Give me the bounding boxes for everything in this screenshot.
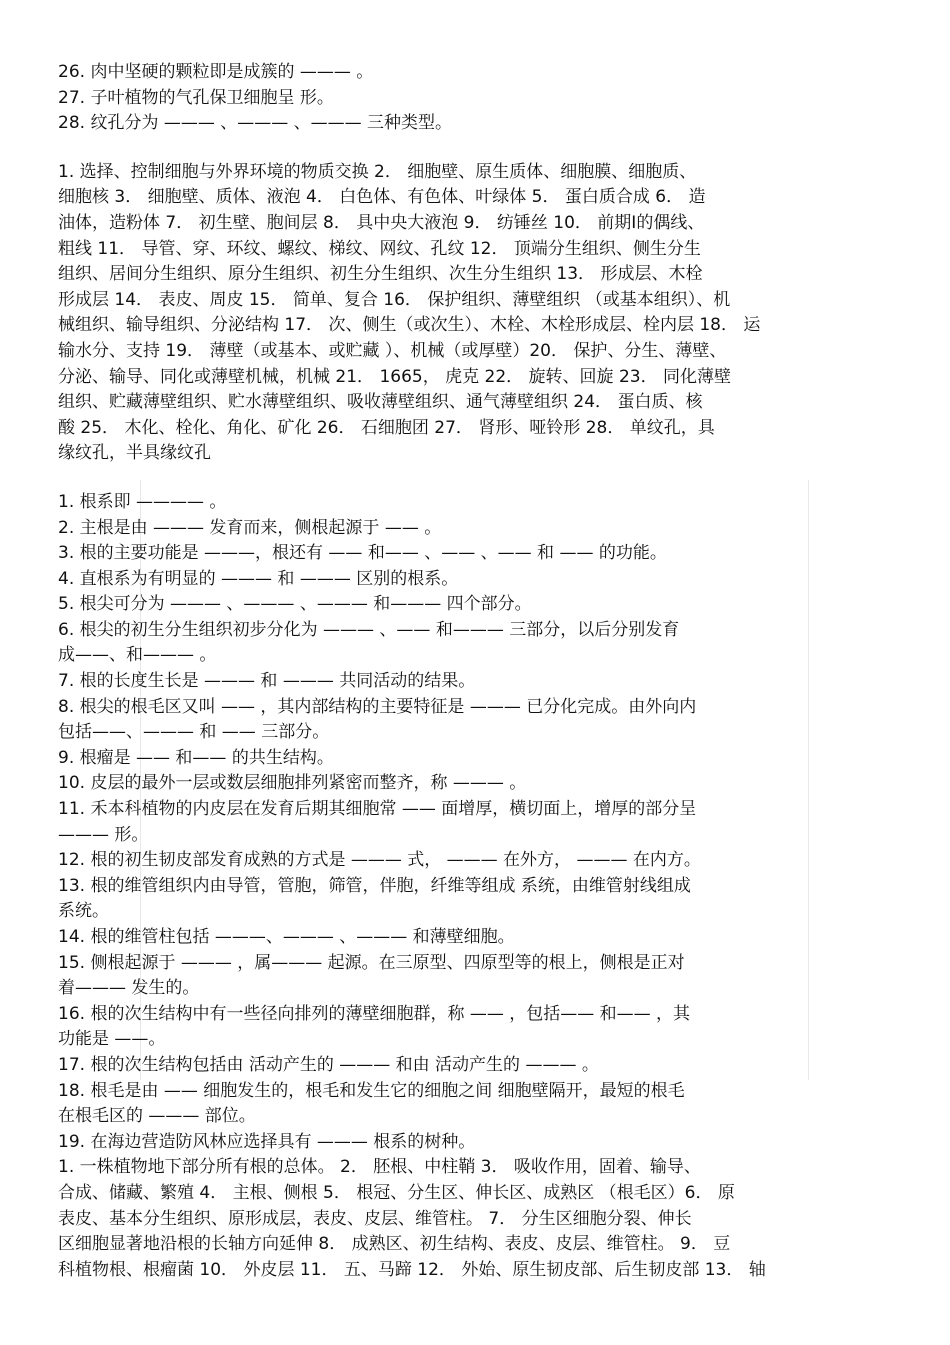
text-line: 区细胞显著地沿根的长轴方向延伸 8． 成熟区、初生结构、表皮、皮层、维管柱。 9． 豆 <box>58 1234 731 1255</box>
text-line: 7. 根的长度生长是 ——— 和 ——— 共同活动的结果。 <box>58 671 476 692</box>
text-line: 16. 根的次生结构中有一些径向排列的薄壁细胞群，称 —— ，包括—— 和—— ，其 <box>58 1003 691 1024</box>
text-line: 5. 根尖可分为 ——— 、——— 、——— 和——— 四个部分。 <box>58 594 532 615</box>
text-line: 包括——、——— 和 —— 三部分。 <box>58 722 330 743</box>
text-line: 形成层 14． 表皮、周皮 15． 简单、复合 16． 保护组织、薄壁组织 （或基本组织）、机 <box>58 289 731 310</box>
text-line: 1. 选择、控制细胞与外界环境的物质交换 2． 细胞壁、原生质体、细胞膜、细胞质、 <box>58 161 697 182</box>
text-line: 组织、居间分生组织、原分生组织、初生分生组织、次生分生组织 13． 形成层、木栓 <box>58 264 703 285</box>
question-block-cell <box>58 60 896 137</box>
text-line: ——— 形。 <box>58 824 149 845</box>
text-line: 合成、储藏、繁殖 4． 主根、侧根 5． 根冠、分生区、伸长区、成熟区 （根毛区）6． 原 <box>58 1182 735 1203</box>
text-line: 表皮、基本分生组织、原形成层，表皮、皮层、维管柱。 7． 分生区细胞分裂、伸长 <box>58 1208 692 1229</box>
root-questions-and-answers <box>58 490 896 1283</box>
text-line: 11. 禾本科植物的内皮层在发育后期其细胞常 —— 面增厚，横切面上，增厚的部分呈 <box>58 799 697 820</box>
answer-block-cell <box>58 160 896 467</box>
text-line: 9. 根瘤是 —— 和—— 的共生结构。 <box>58 747 334 768</box>
text-line: 8. 根尖的根毛区又叫 —— ，其内部结构的主要特征是 ——— 已分化完成。由外向内 <box>58 696 697 717</box>
text-line: 2. 主根是由 ——— 发育而来，侧根起源于 —— 。 <box>58 517 442 538</box>
text-line: 10. 皮层的最外一层或数层细胞排列紧密而整齐，称 ——— 。 <box>58 773 527 794</box>
text-line: 械组织、输导组织、分泌结构 17． 次、侧生（或次生）、木栓、木栓形成层、栓内层 18． 运 <box>58 315 761 336</box>
text-line: 12. 根的初生韧皮部发育成熟的方式是 ——— 式， ——— 在外方， ——— 在内方。 <box>58 850 701 871</box>
text-line: 在根毛区的 ——— 部位。 <box>58 1106 256 1127</box>
text-line: 着——— 发生的。 <box>58 978 200 999</box>
text-line: 17. 根的次生结构包括由 活动产生的 ——— 和由 活动产生的 ——— 。 <box>58 1054 599 1075</box>
text-line: 14. 根的维管柱包括 ———、——— 、——— 和薄壁细胞。 <box>58 927 515 947</box>
text-line: 功能是 ——。 <box>58 1029 166 1050</box>
text-line: 26. 肉中坚硬的颗粒即是成簇的 ——— 。 <box>58 62 374 82</box>
text-line: 28. 纹孔分为 ——— 、——— 、——— 三种类型。 <box>58 113 453 134</box>
paragraph-gap <box>58 467 896 490</box>
text-line: 18. 根毛是由 —— 细胞发生的，根毛和发生它的细胞之间 细胞壁隔开，最短的根毛 <box>58 1080 685 1101</box>
document-page <box>58 60 896 1283</box>
paragraph-gap <box>58 137 896 160</box>
text-line: 13. 根的维管组织内由导管，管胞，筛管，伴胞，纤维等组成 系统，由维管射线组成 <box>58 875 691 896</box>
text-line: 细胞核 3． 细胞壁、质体、液泡 4． 白色体、有色体、叶绿体 5． 蛋白质合成 6． 造 <box>58 187 706 208</box>
text-line: 输水分、支持 19． 薄壁（或基本、或贮藏 ）、机械（或厚壁）20． 保护、分生、薄壁、 <box>58 340 727 361</box>
text-line: 科植物根、根瘤菌 10． 外皮层 11． 五、马蹄 12． 外始、原生韧皮部、后生韧皮部 13． 轴 <box>58 1259 766 1280</box>
text-line: 15. 侧根起源于 ——— ，属——— 起源。在三原型、四原型等的根上，侧根是正对 <box>58 952 685 973</box>
text-line: 系统。 <box>58 901 109 922</box>
text-line: 4. 直根系为有明显的 ——— 和 ——— 区别的根系。 <box>58 568 459 589</box>
text-line: 粗线 11． 导管、穿、环纹、螺纹、梯纹、网纹、孔纹 12． 顶端分生组织、侧生分生 <box>58 238 701 259</box>
text-line: 酸 25． 木化、栓化、角化、矿化 26． 石细胞团 27． 肾形、哑铃形 28． 单纹孔，具 <box>58 417 715 438</box>
text-line: 分泌、输导、同化或薄壁机械，机械 21． 1665， 虎克 22． 旋转、回旋 23． 同化薄壁 <box>58 366 731 387</box>
text-line: 油体，造粉体 7． 初生壁、胞间层 8． 具中央大液泡 9． 纺锤丝 10． 前期Ⅰ的偶线、 <box>58 212 705 233</box>
text-line: 6. 根尖的初生分生组织初步分化为 ——— 、—— 和——— 三部分，以后分别发育 <box>58 619 680 640</box>
text-line: 27. 子叶植物的气孔保卫细胞呈 形。 <box>58 87 334 108</box>
text-line: 19. 在海边营造防风林应选择具有 ——— 根系的树种。 <box>58 1131 476 1152</box>
text-line: 3. 根的主要功能是 ———，根还有 —— 和—— 、—— 、—— 和 —— 的功能。 <box>58 543 667 564</box>
text-line: 组织、贮藏薄壁组织、贮水薄壁组织、吸收薄壁组织、通气薄壁组织 24． 蛋白质、核 <box>58 392 703 413</box>
text-line: 1. 根系即 ———— 。 <box>58 491 227 512</box>
text-line: 1. 一株植物地下部分所有根的总体。 2． 胚根、中柱鞘 3． 吸收作用，固着、输导、 <box>58 1157 701 1178</box>
text-line: 缘纹孔，半具缘纹孔 <box>58 443 211 464</box>
text-line: 成——、和——— 。 <box>58 645 217 666</box>
